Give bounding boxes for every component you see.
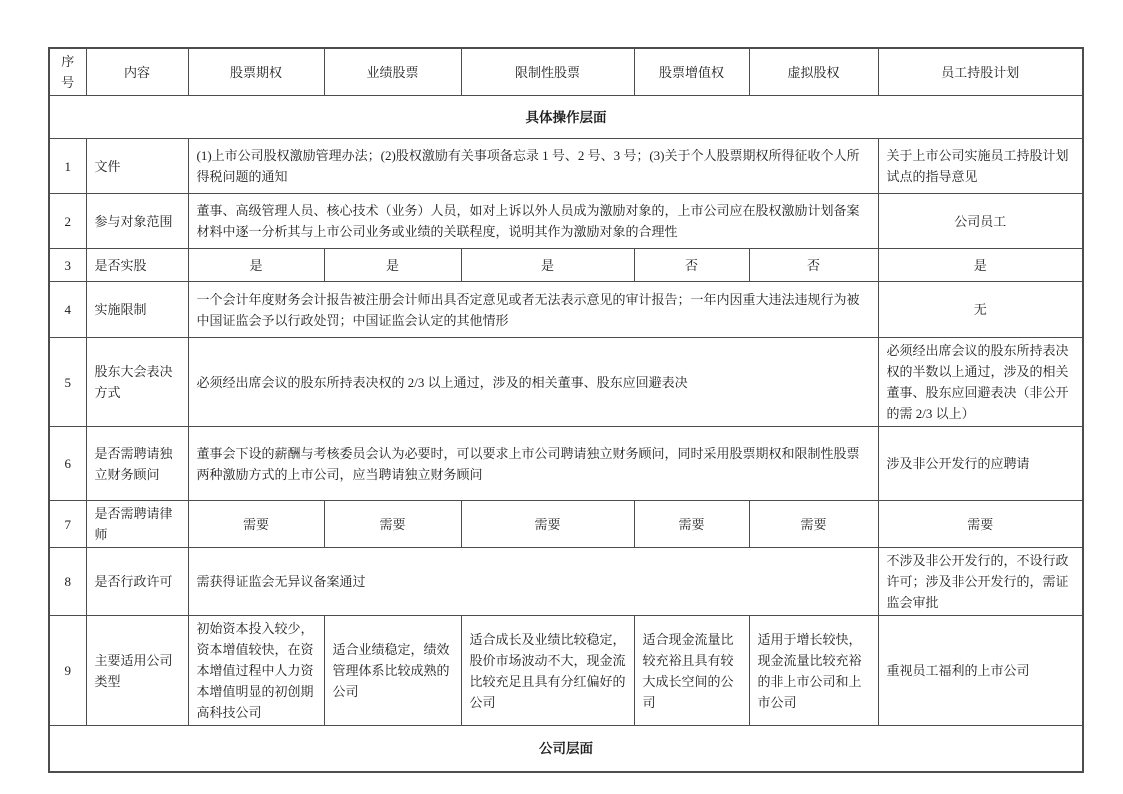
data-cell: 适用于增长较快，现金流量比较充裕的非上市公司和上市公司: [749, 616, 878, 726]
column-header-content: 内容: [86, 48, 188, 96]
merged-content-cell: 董事、高级管理人员、核心技术（业务）人员，如对上诉以外人员成为激励对象的，上市公司应在股权激励计划备案材料中逐一分析其与上市公司业务或业绩的关联程度，说明其作为激励对象的合理性: [188, 194, 878, 249]
row-label-cell: 是否行政许可: [86, 548, 188, 616]
row-number-cell: 4: [49, 282, 86, 338]
section-row-company: [49, 726, 1083, 772]
esop-cell: 无: [878, 282, 1083, 338]
data-cell: 是: [188, 249, 324, 282]
column-header-phantom-stock: 虚拟股权: [749, 48, 878, 96]
row-label-cell: 股东大会表决方式: [86, 338, 188, 427]
esop-cell: 必须经出席会议的股东所持表决权的半数以上通过，涉及的相关董事、股东应回避表决（非公开的需 2/3 以上）: [878, 338, 1083, 427]
table-row-2: [49, 194, 1083, 249]
row-label-cell: 主要适用公司类型: [86, 616, 188, 726]
row-number-cell: 7: [49, 501, 86, 548]
row-number-cell: 9: [49, 616, 86, 726]
row-number-cell: 1: [49, 139, 86, 194]
data-cell: 需要: [749, 501, 878, 548]
row-label-cell: 文件: [86, 139, 188, 194]
row-label-cell: 是否需聘请独立财务顾问: [86, 427, 188, 501]
merged-content-cell: 必须经出席会议的股东所持表决权的 2/3 以上通过，涉及的相关董事、股东应回避表决: [188, 338, 878, 427]
column-header-stock-option: 股票期权: [188, 48, 324, 96]
table-row-8: [49, 548, 1083, 616]
section-title-company: 公司层面: [49, 726, 1083, 772]
row-label-cell: 实施限制: [86, 282, 188, 338]
row-label-cell: 参与对象范围: [86, 194, 188, 249]
merged-content-cell: 一个会计年度财务会计报告被注册会计师出具否定意见或者无法表示意见的审计报告；一年内因重大违法违规行为被中国证监会予以行政处罚；中国证监会认定的其他情形: [188, 282, 878, 338]
merged-content-cell: 董事会下设的薪酬与考核委员会认为必要时，可以要求上市公司聘请独立财务顾问，同时采用股票期权和限制性股票两种激励方式的上市公司，应当聘请独立财务顾问: [188, 427, 878, 501]
table-row-6: [49, 427, 1083, 501]
row-number-cell: 8: [49, 548, 86, 616]
table-row-7: [49, 501, 1083, 548]
data-cell: 否: [634, 249, 749, 282]
data-cell: 适合成长及业绩比较稳定，股价市场波动不大，现金流比较充足且具有分红偏好的公司: [461, 616, 634, 726]
esop-cell: 涉及非公开发行的应聘请: [878, 427, 1083, 501]
data-cell: 适合业绩稳定，绩效管理体系比较成熟的公司: [324, 616, 461, 726]
data-cell: 需要: [461, 501, 634, 548]
data-cell: 初始资本投入较少，资本增值较快，在资本增值过程中人力资本增值明显的初创期高科技公司: [188, 616, 324, 726]
data-cell: 否: [749, 249, 878, 282]
esop-cell: 不涉及非公开发行的，不设行政许可；涉及非公开发行的，需证监会审批: [878, 548, 1083, 616]
esop-cell: 公司员工: [878, 194, 1083, 249]
row-label-cell: 是否实股: [86, 249, 188, 282]
table-row-5: [49, 338, 1083, 427]
row-number-cell: 2: [49, 194, 86, 249]
data-cell: 重视员工福利的上市公司: [878, 616, 1083, 726]
section-title-operation: 具体操作层面: [49, 96, 1083, 139]
column-header-no: 序号: [49, 48, 86, 96]
row-number-cell: 5: [49, 338, 86, 427]
data-cell: 需要: [634, 501, 749, 548]
column-header-restricted-stock: 限制性股票: [461, 48, 634, 96]
data-cell: 是: [461, 249, 634, 282]
esop-cell: 关于上市公司实施员工持股计划试点的指导意见: [878, 139, 1083, 194]
data-cell: 需要: [188, 501, 324, 548]
column-header-performance-shares: 业绩股票: [324, 48, 461, 96]
equity-incentive-comparison-table: [48, 47, 1084, 773]
row-number-cell: 3: [49, 249, 86, 282]
data-cell: 需要: [878, 501, 1083, 548]
data-cell: 适合现金流量比较充裕且具有较大成长空间的公司: [634, 616, 749, 726]
table-header-row: [49, 48, 1083, 96]
column-header-stock-appreciation-rights: 股票增值权: [634, 48, 749, 96]
table-row-9: [49, 616, 1083, 726]
table-row-1: [49, 139, 1083, 194]
merged-content-cell: (1)上市公司股权激励管理办法；(2)股权激励有关事项备忘录 1 号、2 号、3 号；(3)关于个人股票期权所得征收个人所得税问题的通知: [188, 139, 878, 194]
data-cell: 是: [324, 249, 461, 282]
data-cell: 需要: [324, 501, 461, 548]
merged-content-cell: 需获得证监会无异议备案通过: [188, 548, 878, 616]
section-row-operation: [49, 96, 1083, 139]
data-cell: 是: [878, 249, 1083, 282]
table-row-3: [49, 249, 1083, 282]
table-row-4: [49, 282, 1083, 338]
row-label-cell: 是否需聘请律师: [86, 501, 188, 548]
row-number-cell: 6: [49, 427, 86, 501]
column-header-esop: 员工持股计划: [878, 48, 1083, 96]
